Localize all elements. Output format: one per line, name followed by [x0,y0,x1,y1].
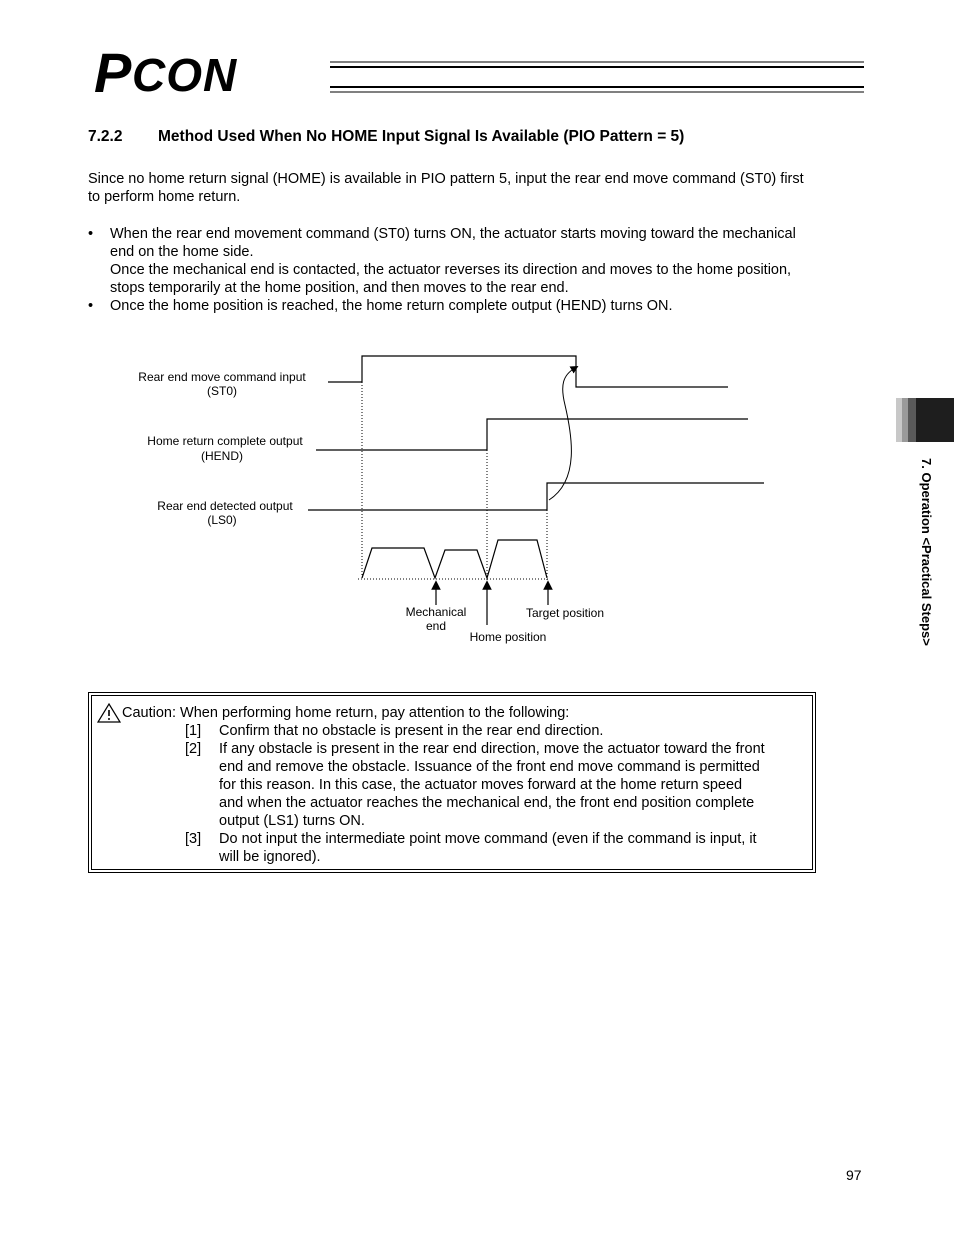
caution-item [185,830,810,866]
marker-mechanical-end: end [425,619,447,633]
signal-code-hend: (HEND) [201,449,243,463]
bullet-item [88,297,863,315]
svg-text:P: P [94,42,132,98]
section-heading [88,128,684,146]
warning-triangle-icon [97,703,121,723]
hend-waveform [316,419,748,450]
bullet-dot-icon: • [88,298,94,314]
bullet-line: When the rear end movement command (ST0) turns ON, the actuator starts moving toward the mechanical [110,226,796,242]
marker-home-position: Home position [469,630,547,644]
caution-item-line: If any obstacle is present in the rear end direction, move the actuator toward the front [219,741,765,757]
page-number: 97 [846,1167,862,1183]
caution-item [185,740,810,830]
caution-item-index: [2] [185,741,202,757]
bullet-line: end on the home side. [110,244,254,260]
svg-text:CON: CON [132,49,238,98]
caution-item-line: for this reason. In this case, the actuator moves forward at the home return speed [219,777,743,793]
bullet-line: Once the mechanical end is contacted, the actuator reverses its direction and moves to the home position, [110,262,792,278]
caution-item [185,722,810,740]
intro-paragraph [88,170,868,206]
signal-label-st0: Rear end move command input [138,370,306,384]
intro-line: Since no home return signal (HOME) is available in PIO pattern 5, input the rear end move command (ST0) first [88,171,804,187]
caution-heading: Caution: When performing home return, pay attention to the following: [122,705,570,721]
ls0-waveform [308,483,764,510]
bullet-line: stops temporarily at the home position, and then moves to the rear end. [110,280,569,296]
caution-item-line: Confirm that no obstacle is present in the rear end direction. [219,723,604,739]
bullet-item [88,225,863,297]
caution-item-line: will be ignored). [219,849,321,865]
signal-code-ls0: (LS0) [207,513,237,527]
chapter-tab-marker [896,398,954,442]
pcon-logo [92,42,332,98]
marker-mechanical-end: Mechanical [405,605,467,619]
caution-item-line: and when the actuator reaches the mechanical end, the front end position complete [219,795,755,811]
caution-item-line: end and remove the obstacle. Issuance of the front end move command is permitted [219,759,760,775]
bullet-line: Once the home position is reached, the home return complete output (HEND) turns ON. [110,298,673,314]
signal-label-hend: Home return complete output [147,434,303,448]
bullet-dot-icon: • [88,226,94,242]
signal-code-st0: (ST0) [207,384,237,398]
caution-item-line: output (LS1) turns ON. [219,813,365,829]
velocity-profile [362,540,547,578]
st0-waveform [328,356,728,387]
intro-line: to perform home return. [88,189,241,205]
caution-item-line: Do not input the intermediate point move command (even if the command is input, it [219,831,757,847]
caution-item-index: [1] [185,723,202,739]
section-title: Method Used When No HOME Input Signal Is Available (PIO Pattern = 5) [158,128,685,145]
timing-diagram [120,340,780,660]
signal-label-ls0: Rear end detected output [157,499,293,513]
caution-list [185,722,810,866]
bullet-list [88,225,863,315]
caution-box [88,692,816,873]
section-number: 7.2.2 [88,128,123,145]
chapter-side-label-text: 7. Operation <Practical Steps> [919,458,934,646]
causal-curve-arrow [549,368,575,500]
marker-target-position: Target position [525,606,605,620]
chapter-side-label [918,458,936,688]
caution-item-index: [3] [185,831,202,847]
header-rule [330,60,864,94]
